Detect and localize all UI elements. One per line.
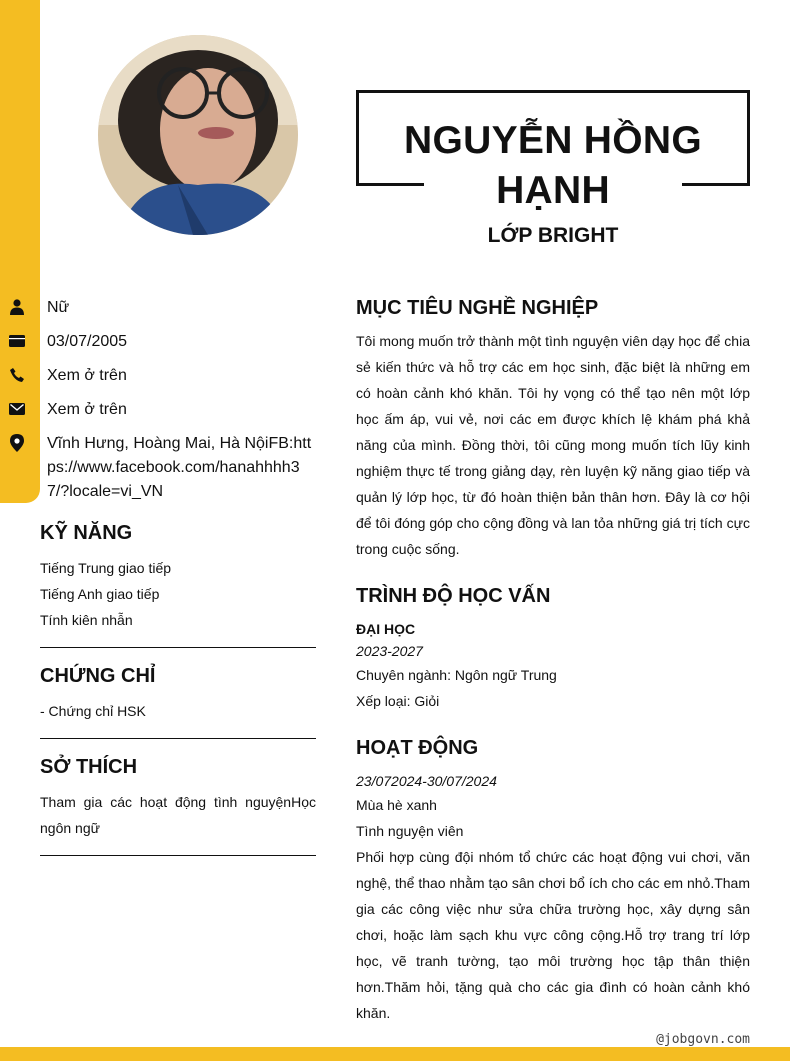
contact-info [0, 296, 320, 514]
skill-item: Tính kiên nhẫn [40, 612, 133, 628]
contact-address: Vĩnh Hưng, Hoàng Mai, Hà NộiFB:https://www.facebook.com/hanahhhh37/?locale=vi_VN [0, 432, 320, 504]
person-icon [0, 296, 34, 318]
objective-title: MỤC TIÊU NGHỀ NGHIỆP [356, 297, 599, 319]
phone-icon [0, 364, 34, 386]
certificates-title: CHỨNG CHỈ [40, 665, 156, 687]
profile-photo [98, 35, 298, 235]
activity-name: Mùa hè xanh [356, 797, 437, 813]
skill-item: Tiếng Trung giao tiếp [40, 560, 172, 576]
location-pin-icon [0, 432, 34, 454]
activity-role: Tình nguyện viên [356, 823, 464, 839]
mail-icon [0, 398, 34, 420]
activity-description: Phối hợp cùng đội nhóm tổ chức các hoạt động vui chơi, văn nghệ, thể thao nhằm tạo sân chơi bổ ích cho các em nhỏ.Tham gia các công việc như sửa chữa trường học, xây dựng sân chơi, hoặc làm sạch khu vực công cộng.Hỗ trợ trang trí lớp học, vẽ tranh tường, tạo môi trường học tập thân thiện hơn.Thăm hỏi, tặng quà cho các gia đình có hoàn cảnh khó khăn. [356, 849, 750, 1021]
divider [40, 855, 316, 856]
skill-item: Tiếng Anh giao tiếp [40, 586, 160, 602]
contact-gender: Nữ [0, 296, 320, 320]
hobbies-list [40, 789, 316, 841]
activity-period: 23/072024-30/07/2024 [356, 773, 497, 789]
education-period: 2023-2027 [356, 643, 423, 659]
activities-title: HOẠT ĐỘNG [356, 737, 479, 759]
calendar-icon [0, 330, 34, 352]
class-label: LỚP BRIGHT [487, 224, 619, 247]
education-title: TRÌNH ĐỘ HỌC VẤN [356, 585, 551, 607]
education-grade: Xếp loại: Giỏi [356, 693, 440, 709]
skills-title: KỸ NĂNG [40, 522, 133, 544]
education-level: ĐẠI HỌC [356, 621, 416, 637]
activities-section [356, 734, 750, 1026]
skills-list [40, 555, 316, 633]
education-major: Chuyên ngành: Ngôn ngữ Trung [356, 667, 557, 683]
contact-dob: 03/07/2005 [0, 330, 320, 354]
accent-bottom-bar [0, 1047, 790, 1061]
contact-phone: Xem ở trên [0, 364, 320, 388]
divider [40, 647, 316, 648]
watermark: @jobgovn.com [656, 1032, 750, 1047]
full-name: NGUYỄN HỒNG HẠNH [404, 119, 702, 212]
objective-text: Tôi mong muốn trở thành một tình nguyện viên dạy học để chia sẻ kiến thức và hỗ trợ các em học sinh, đặc biệt là những em có hoàn cảnh khó khăn. Tôi hy vọng có thể tạo nên một lớp học ấm áp, vui vẻ, nơi các em được khích lệ khám phá khả năng của mình. Đồng thời, tôi cũng mong muốn tích lũy kinh nghiệm thực tế trong giảng dạy, rèn luyện kỹ năng giao tiếp và quản lý lớp học, từ đó hoàn thiện bản thân hơn. Đây là cơ hội để tôi đóng góp cho cộng đồng và lan tỏa những giá trị tích cực trong cuộc sống. [356, 333, 750, 557]
hobbies-title: SỞ THÍCH [40, 756, 138, 778]
education-section [356, 582, 750, 714]
certificates-list [40, 698, 316, 724]
hobbies-text: Tham gia các hoạt động tình nguyệnHọc ngôn ngữ [40, 794, 316, 836]
left-column [40, 519, 316, 870]
divider [40, 738, 316, 739]
contact-email: Xem ở trên [0, 398, 320, 422]
certificate-item: - Chứng chỉ HSK [40, 703, 146, 719]
right-column [356, 294, 750, 1026]
